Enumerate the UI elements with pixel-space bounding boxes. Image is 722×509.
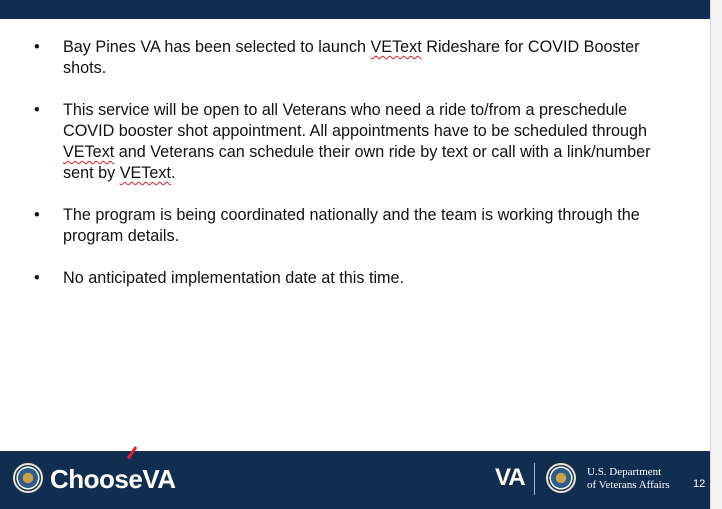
window-edge <box>710 0 722 509</box>
spellcheck-word: VEText <box>63 143 115 161</box>
va-seal-icon <box>546 463 576 493</box>
bullet-item-service <box>32 100 672 184</box>
bullet-text: The program is being coordinated nationally and the team is working through the program details. <box>63 206 640 245</box>
department-line-2: of Veterans Affairs <box>587 479 670 491</box>
department-line-1: U.S. Department <box>587 466 662 478</box>
bullet-text: This service will be open to all Veterans who need a ride to/from a preschedule COVID booster shot appointment. All appointments have to be scheduled through <box>63 101 648 140</box>
bullet-item-program <box>32 205 672 247</box>
department-name <box>587 466 670 492</box>
bullet-item-date <box>32 268 672 289</box>
bullet-text: and Veterans can schedule their own ride by text or call with a link/number sent by <box>63 143 651 182</box>
bullet-text: No anticipated implementation date at this time. <box>63 269 405 287</box>
title-bar <box>0 0 710 19</box>
va-seal-icon <box>13 463 43 493</box>
footer-bar <box>0 451 710 509</box>
bullet-text: . <box>170 164 176 182</box>
choose-va-logo: ChooseVA <box>50 464 176 494</box>
bullet-text: Bay Pines VA has been selected to launch <box>63 38 371 56</box>
spellcheck-word: VEText <box>119 164 171 182</box>
choose-va-check-mark <box>127 446 137 459</box>
page-number: 12 <box>693 478 706 490</box>
bullet-item-launch <box>32 37 672 79</box>
spellcheck-word: VEText <box>370 38 422 56</box>
bullet-list <box>32 37 672 289</box>
va-logo: VA <box>495 464 525 491</box>
bullet-text: Rideshare for COVID Booster shots. <box>63 38 640 77</box>
footer-divider <box>534 463 535 495</box>
